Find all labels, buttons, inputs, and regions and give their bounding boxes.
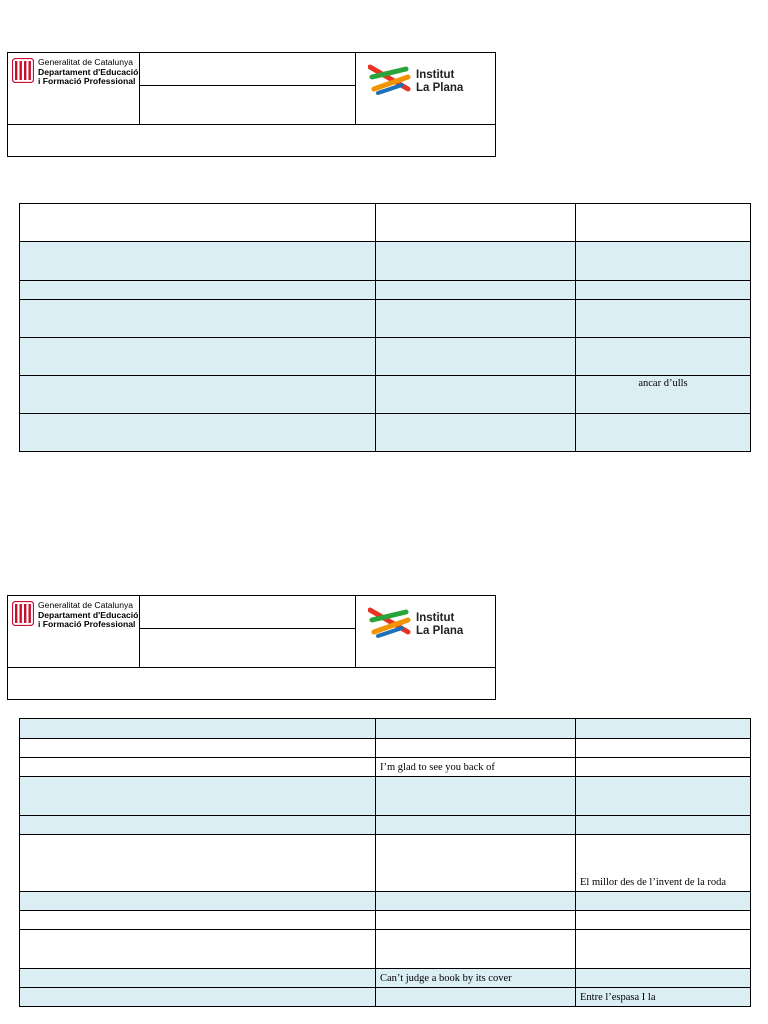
gencat-text: [38, 58, 138, 87]
table-cell: [376, 739, 576, 758]
document-header-2: [7, 595, 496, 700]
table-cell: [376, 204, 576, 242]
table-cell: [20, 242, 376, 281]
table-cell: [576, 242, 751, 281]
table-cell: ancar d’ulls: [576, 376, 751, 414]
table-cell: [576, 719, 751, 739]
table-cell: [376, 816, 576, 835]
table-cell: [376, 930, 576, 969]
table-cell: [20, 911, 376, 930]
table-cell: Entre l’espasa I la: [576, 988, 751, 1007]
table-cell: [20, 739, 376, 758]
table-cell: Can’t judge a book by its cover: [376, 969, 576, 988]
table-cell: [20, 376, 376, 414]
table-cell: [576, 204, 751, 242]
table-cell: [576, 911, 751, 930]
table-cell: [376, 892, 576, 911]
gencat-line-1: Generalitat de Catalunya: [38, 58, 134, 67]
table-cell: [576, 969, 751, 988]
table-cell: [20, 719, 376, 739]
table-cell: [376, 300, 576, 338]
table-cell: [20, 988, 376, 1007]
gencat-line-1: Generalitat de Catalunya: [38, 601, 134, 610]
table-cell: [20, 892, 376, 911]
institute-name: [416, 69, 463, 94]
table-cell: [376, 242, 576, 281]
gencat-line-2: Departament d'Educació: [38, 66, 138, 77]
table-cell: [20, 758, 376, 777]
header-divider: [8, 124, 495, 125]
table-cell: [20, 930, 376, 969]
header-divider: [139, 85, 355, 86]
table-cell: [576, 930, 751, 969]
table-cell: [376, 376, 576, 414]
header-divider: [355, 596, 356, 667]
gencat-line-3: i Formació Professional: [38, 619, 136, 629]
table-cell: [576, 300, 751, 338]
table-cell: [20, 281, 376, 300]
header-divider: [139, 53, 140, 124]
table-cell: I’m glad to see you back of: [376, 758, 576, 777]
table-cell: [376, 988, 576, 1007]
table-cell: [20, 414, 376, 452]
gencat-line-2: Departament d'Educació: [38, 609, 138, 620]
table-cell: [576, 758, 751, 777]
table-cell: [376, 911, 576, 930]
table-cell: [376, 777, 576, 816]
table-cell: [20, 300, 376, 338]
table-cell: El millor des de l’invent de la roda: [576, 835, 751, 892]
table-cell: [20, 816, 376, 835]
table-cell: [576, 739, 751, 758]
document-header-1: [7, 52, 496, 157]
table-cell: [576, 414, 751, 452]
institut-la-plana-logo: [368, 63, 412, 95]
table-cell: [576, 338, 751, 376]
table-cell: [376, 281, 576, 300]
table-cell: [376, 414, 576, 452]
gencat-text: [38, 601, 138, 630]
institute-line-1: Institut: [416, 69, 455, 81]
table-cell: [20, 204, 376, 242]
institute-line-2: La Plana: [416, 81, 464, 94]
institute-line-1: Institut: [416, 612, 455, 624]
header-divider: [139, 628, 355, 629]
table-cell: [376, 835, 576, 892]
institut-la-plana-logo: [368, 606, 412, 638]
worksheet-table-2: [19, 718, 751, 1007]
table-cell: [576, 281, 751, 300]
table-cell: [20, 338, 376, 376]
header-divider: [8, 667, 495, 668]
table-cell: [576, 777, 751, 816]
gencat-line-3: i Formació Professional: [38, 76, 136, 86]
gencat-flag-logo: [12, 601, 34, 626]
table-cell: [376, 338, 576, 376]
gencat-flag-logo: [12, 58, 34, 83]
table-cell: [576, 892, 751, 911]
table-cell: [576, 816, 751, 835]
header-divider: [139, 596, 140, 667]
worksheet-table-1: [19, 203, 751, 452]
header-divider: [355, 53, 356, 124]
table-cell: [376, 719, 576, 739]
table-cell: [20, 777, 376, 816]
table-cell: [20, 969, 376, 988]
table-cell: [20, 835, 376, 892]
institute-name: [416, 612, 463, 637]
institute-line-2: La Plana: [416, 624, 464, 637]
